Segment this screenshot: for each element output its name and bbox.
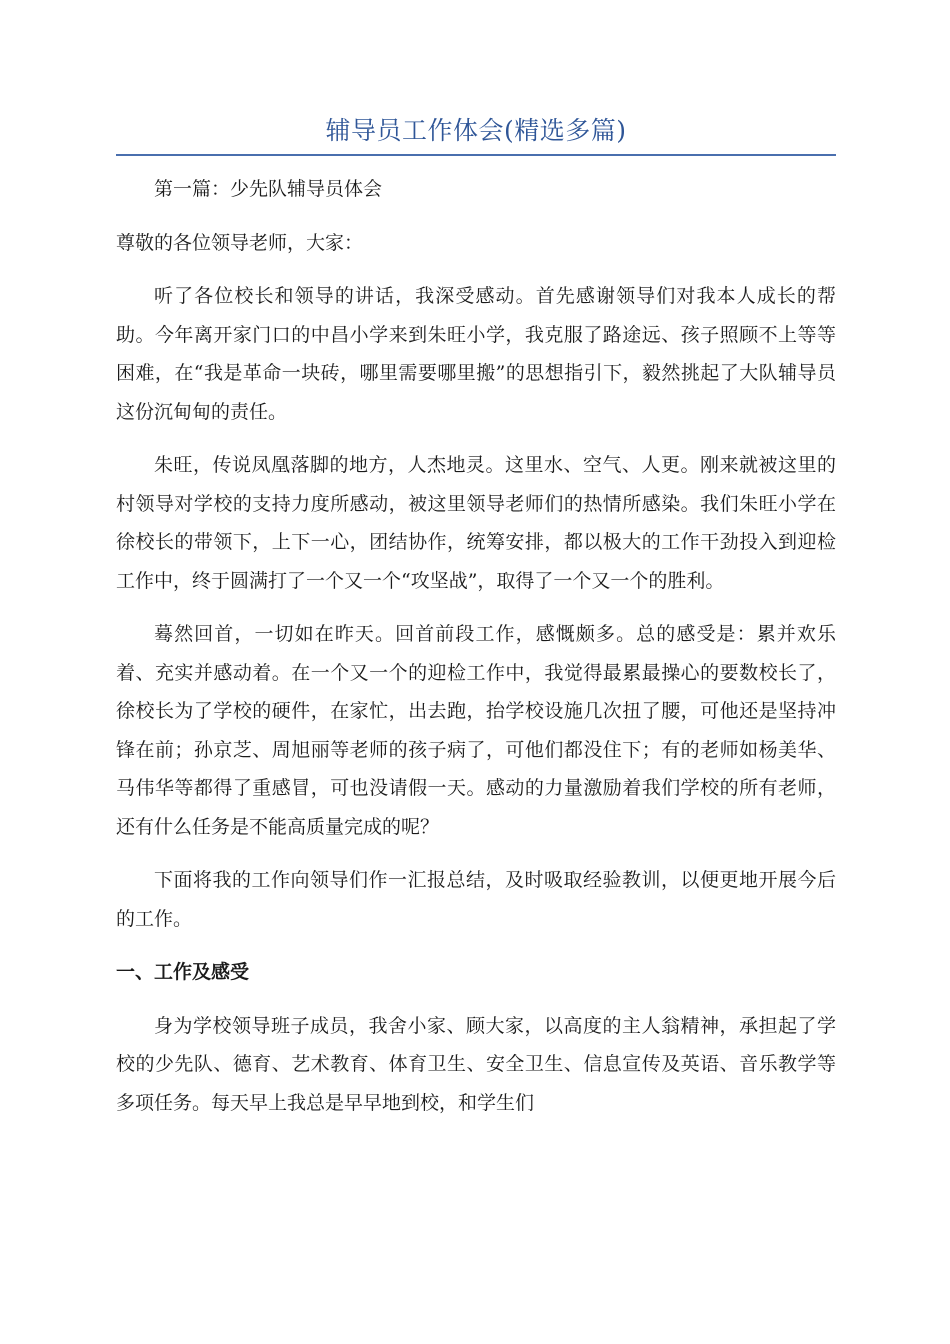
- section-title-part-one: 第一篇：少先队辅导员体会: [154, 178, 383, 200]
- salutation: 尊敬的各位领导老师，大家：: [116, 231, 364, 254]
- paragraph-5: 身为学校领导班子成员，我舍小家、顾大家，以高度的主人翁精神，承担起了学校的少先队、德育、艺术教育、体育卫生、安全卫生、信息宣传及英语、音乐教学等多项任务。每天早上我总是早早地到校，和学生们: [116, 1014, 836, 1114]
- paragraph-4: 下面将我的工作向领导们作一汇报总结，及时吸取经验教训，以便更地开展今后的工作。: [116, 869, 836, 930]
- paragraph-1: 听了各位校长和领导的讲话，我深受感动。首先感谢领导们对我本人成长的帮助。今年离开家门口的中昌小学来到朱旺小学，我克服了路途远、孩子照顾不上等等困难，在“我是革命一块砖，哪里需要哪里搬”的思想指引下，毅然挑起了大队辅导员这份沉甸甸的责任。: [116, 285, 836, 423]
- document-title: 辅导员工作体会(精选多篇): [325, 116, 627, 145]
- paragraph-2: 朱旺，传说凤凰落脚的地方，人杰地灵。这里水、空气、人更。刚来就被这里的村领导对学校的支持力度所感动，被这里领导老师们的热情所感染。我们朱旺小学在徐校长的带领下，上下一心，团结协作，统筹安排，都以极大的工作干劲投入到迎检工作中，终于圆满打了一个又一个“攻坚战”，取得了一个又一个的胜利。: [116, 454, 836, 592]
- section-heading-1: 一、工作及感受: [116, 961, 250, 983]
- title-underline: [116, 154, 836, 156]
- document-page: [116, 108, 836, 1137]
- paragraph-3: 蓦然回首，一切如在昨天。回首前段工作，感慨颇多。总的感受是：累并欢乐着、充实并感动着。在一个又一个的迎检工作中，我觉得最累最操心的要数校长了，徐校长为了学校的硬件，在家忙，出去跑，抬学校设施几次扭了腰，可他还是坚持冲锋在前；孙京芝、周旭丽等老师的孩子病了，可他们都没住下；有的老师如杨美华、马伟华等都得了重感冒，可也没请假一天。感动的力量激励着我们学校的所有老师，还有什么任务是不能高质量完成的呢？: [116, 623, 836, 838]
